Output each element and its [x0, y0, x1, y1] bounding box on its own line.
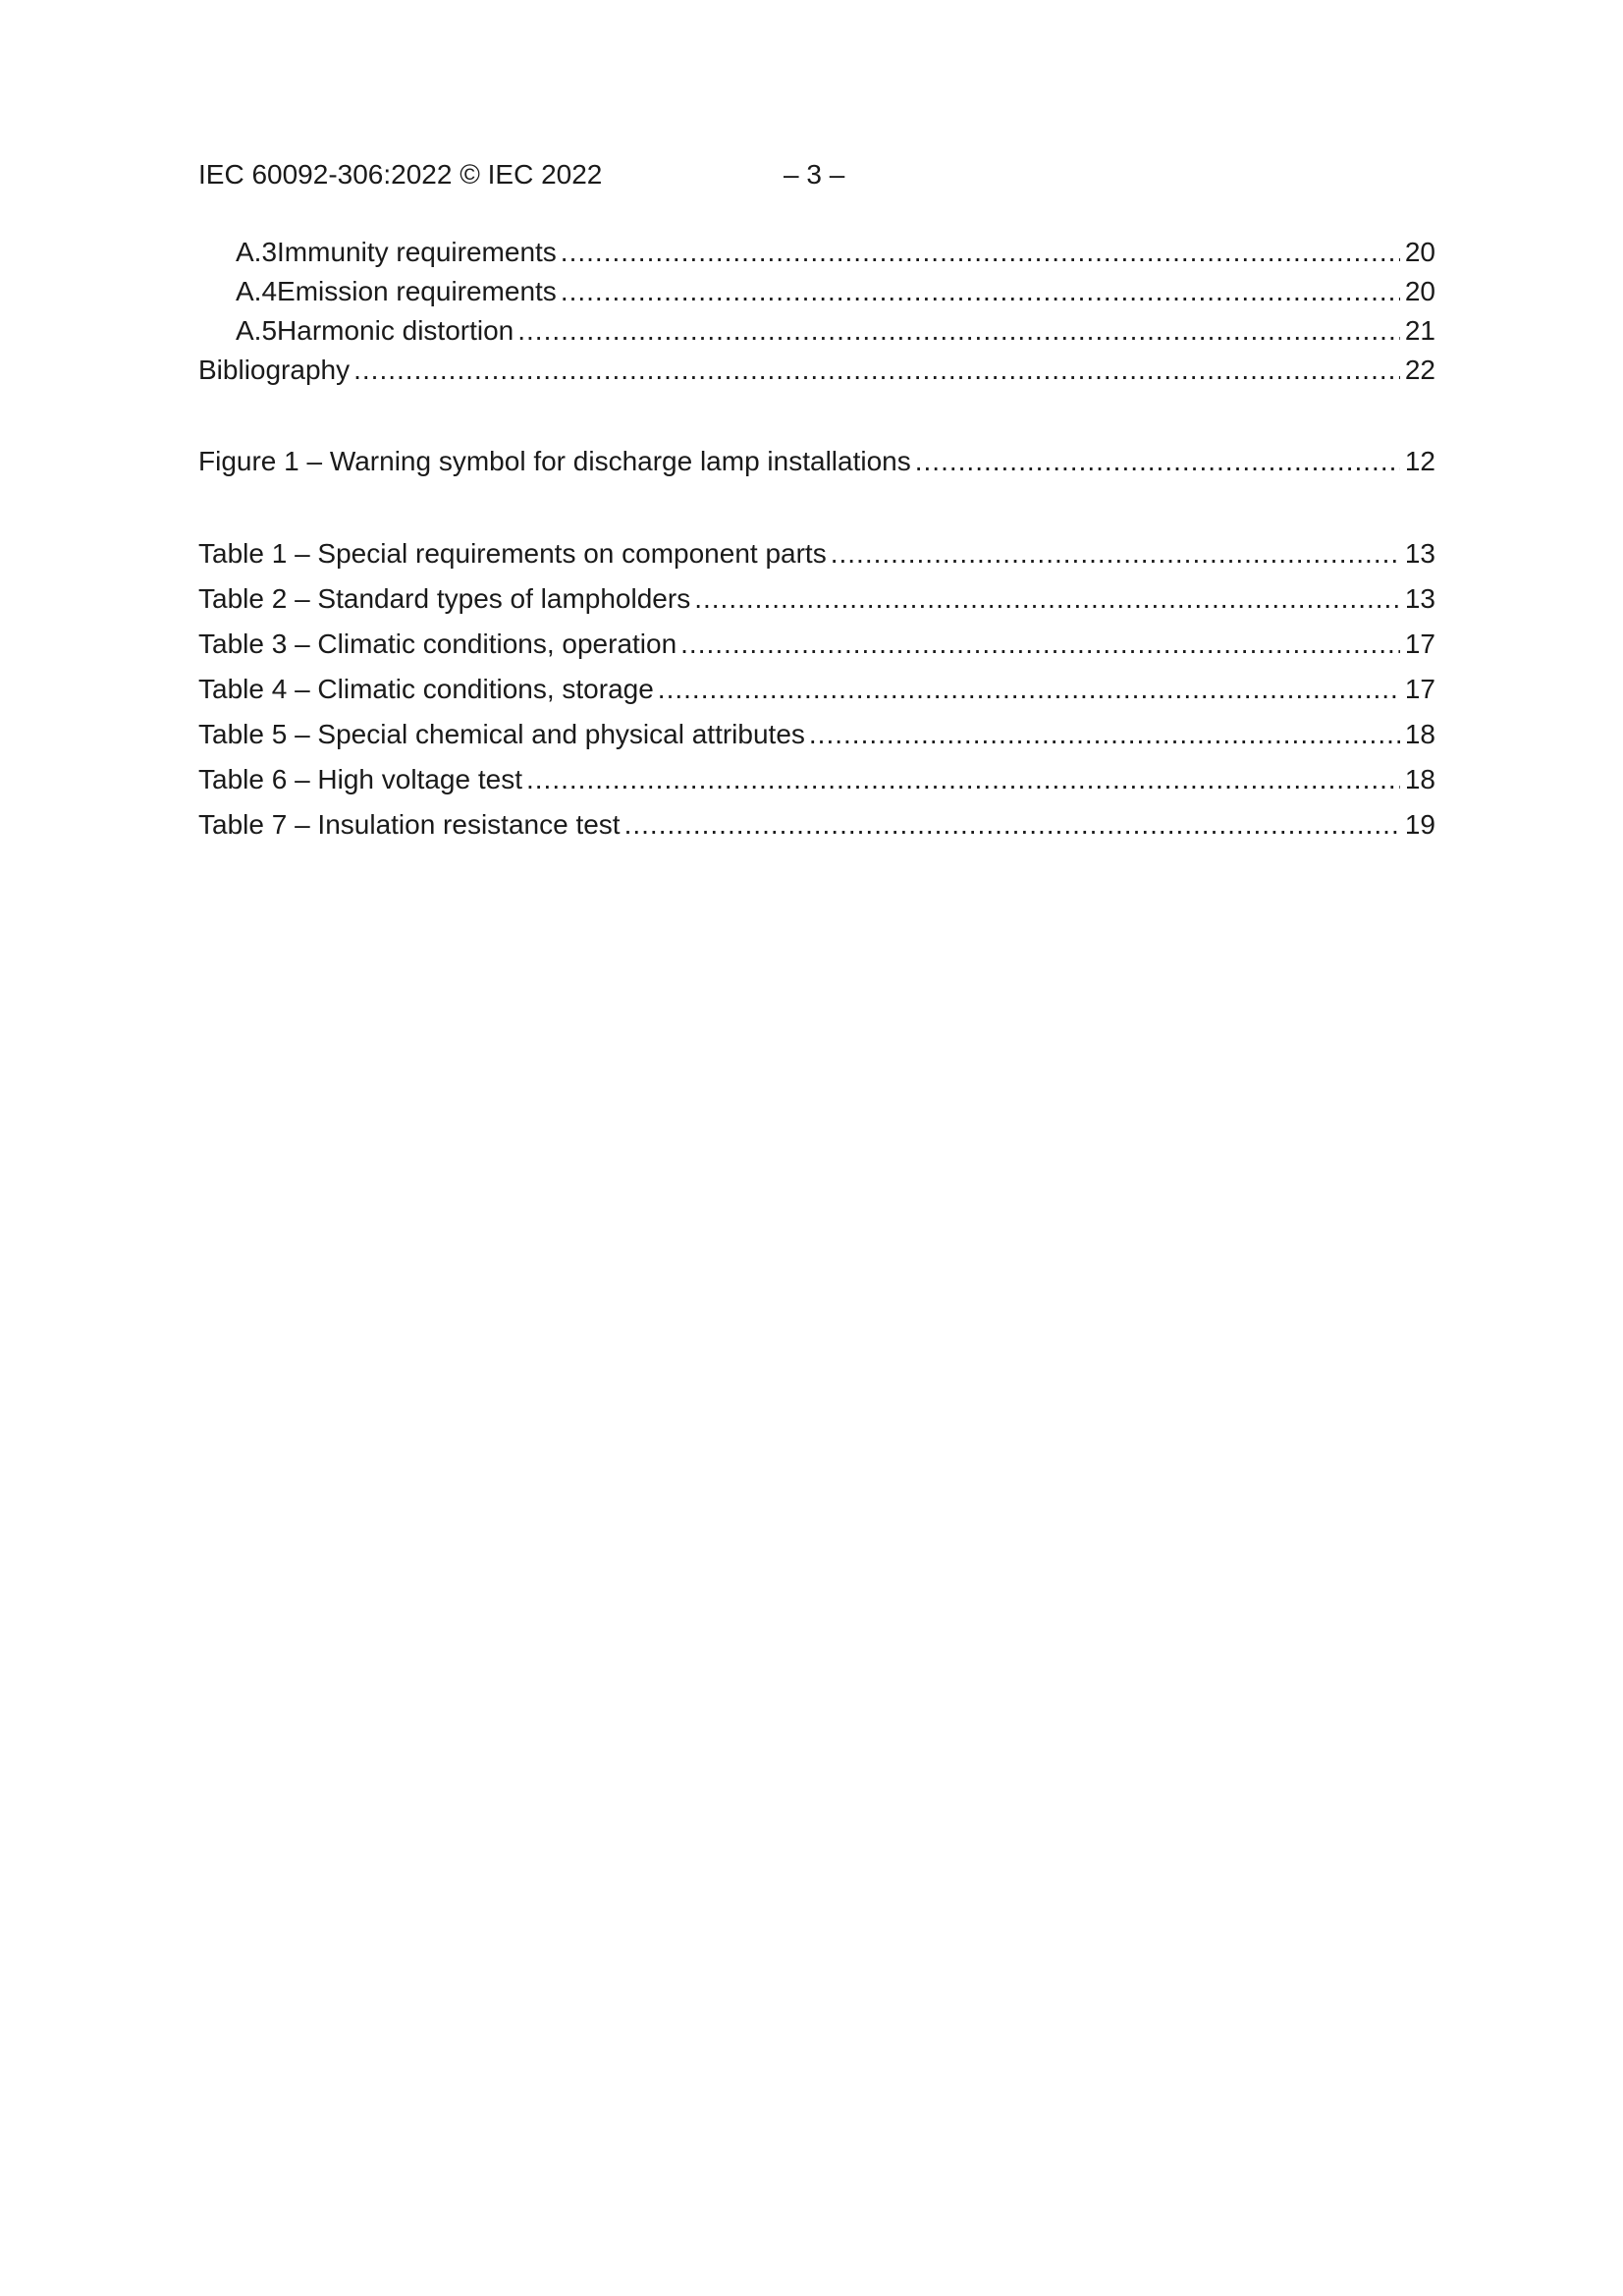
toc-entry[interactable]	[198, 272, 1435, 311]
toc-entry-label: Bibliography	[198, 355, 351, 385]
table-entry-page: 13	[1404, 583, 1435, 614]
list-of-tables	[198, 531, 1435, 847]
toc-entry-number: A.5	[236, 315, 278, 346]
toc-entry-number: A.4	[236, 276, 278, 306]
table-entry-label: Table 1 – Special requirements on component parts	[198, 538, 827, 569]
table-entry-label: Table 4 – Climatic conditions, storage	[198, 674, 654, 704]
toc-leader-dots	[680, 622, 1400, 667]
figure-entry-label: Figure 1 – Warning symbol for discharge lamp installations	[198, 446, 911, 476]
figure-entry[interactable]	[198, 442, 1435, 481]
table-entry-page: 13	[1404, 538, 1435, 569]
toc-leader-dots	[624, 802, 1400, 847]
toc-leader-dots	[561, 233, 1400, 272]
toc-annex-entries	[198, 233, 1435, 390]
toc-leader-dots	[353, 351, 1400, 390]
table-entry-label: Table 3 – Climatic conditions, operation	[198, 629, 677, 659]
toc-leader-dots	[809, 712, 1400, 757]
table-entry-label: Table 5 – Special chemical and physical attributes	[198, 719, 805, 749]
table-entry[interactable]	[198, 802, 1435, 847]
toc-entry-label: Emission requirements	[277, 276, 557, 306]
toc-entry-page: 21	[1404, 315, 1435, 346]
table-entry-page: 18	[1404, 719, 1435, 749]
figure-entry-page: 12	[1404, 446, 1435, 476]
table-entry-label: Table 2 – Standard types of lampholders	[198, 583, 691, 614]
table-entry[interactable]	[198, 622, 1435, 667]
table-entry-page: 19	[1404, 809, 1435, 840]
toc-leader-dots	[694, 576, 1400, 622]
toc-entry-label: Immunity requirements	[277, 237, 557, 267]
toc-entry-page: 20	[1404, 276, 1435, 306]
document-id: IEC 60092-306:2022 © IEC 2022	[198, 159, 603, 190]
table-entry[interactable]	[198, 757, 1435, 802]
table-entry-label: Table 7 – Insulation resistance test	[198, 809, 621, 840]
table-entry-page: 17	[1404, 674, 1435, 704]
toc-entry[interactable]	[198, 311, 1435, 351]
toc-entry-label: Harmonic distortion	[277, 315, 514, 346]
toc-leader-dots	[658, 667, 1400, 712]
toc-entry-bibliography[interactable]	[198, 351, 1435, 390]
table-entry[interactable]	[198, 531, 1435, 576]
toc-entry-number: A.3	[236, 237, 278, 267]
table-entry-label: Table 6 – High voltage test	[198, 764, 522, 794]
table-entry-page: 18	[1404, 764, 1435, 794]
page-header	[198, 155, 845, 194]
toc-entry[interactable]	[198, 233, 1435, 272]
toc-leader-dots	[831, 531, 1400, 576]
table-entry[interactable]	[198, 667, 1435, 712]
toc-entry-page: 20	[1404, 237, 1435, 267]
toc-entry-page: 22	[1404, 355, 1435, 385]
toc-leader-dots	[915, 442, 1400, 481]
table-entry-page: 17	[1404, 629, 1435, 659]
toc-leader-dots	[526, 757, 1400, 802]
table-entry[interactable]	[198, 576, 1435, 622]
toc-leader-dots	[561, 272, 1400, 311]
list-of-figures	[198, 442, 1435, 481]
page-number: – 3 –	[784, 159, 845, 190]
toc-leader-dots	[517, 311, 1400, 351]
table-entry[interactable]	[198, 712, 1435, 757]
